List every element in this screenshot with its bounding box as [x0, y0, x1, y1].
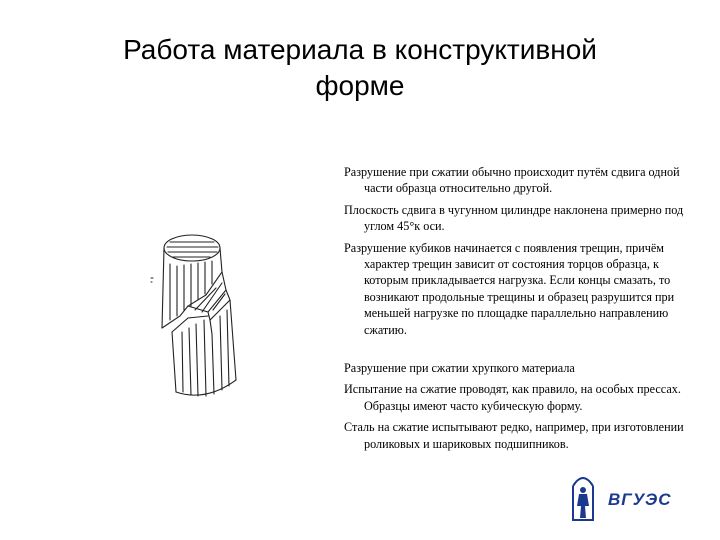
title-line-2: форме	[315, 70, 405, 101]
paragraph-cubes: Разрушение кубиков начинается с появления трещин, причём характер трещин зависит от состояния торцов образца, к которым прикладывается нагрузка. Если концы смазать, то возникают продольные трещины и образец разрушится при меньшей нагрузке по площадке параллельно направлению сжатию.	[344, 240, 675, 337]
paragraph-shear-plane: Плоскость сдвига в чугунном цилиндре наклонена примерно под углом 45°к оси.	[344, 202, 684, 234]
logo-text: ВГУЭС	[608, 490, 672, 509]
paragraph-shear: Разрушение при сжатии обычно происходит путём сдвига одной части образца относительно другой.	[344, 165, 680, 196]
paragraph-steel: Сталь на сжатие испытывают редко, например, при изготовлении роликовых и шариковых подшипников.	[344, 420, 684, 451]
fractured-cylinder-sketch	[150, 220, 260, 410]
paragraph-brittle: Разрушение при сжатии хрупкого материала	[344, 361, 575, 376]
vgues-emblem-icon	[568, 470, 598, 524]
paragraph-presses: Испытание на сжатие проводят, как правило, на особых прессах. Образцы имеют часто кубическую форму.	[344, 382, 681, 413]
slide-title	[40, 32, 680, 104]
body-text	[344, 164, 704, 457]
title-line-1: Работа материала в конструктивной	[123, 34, 597, 65]
vgues-logo	[568, 470, 678, 524]
